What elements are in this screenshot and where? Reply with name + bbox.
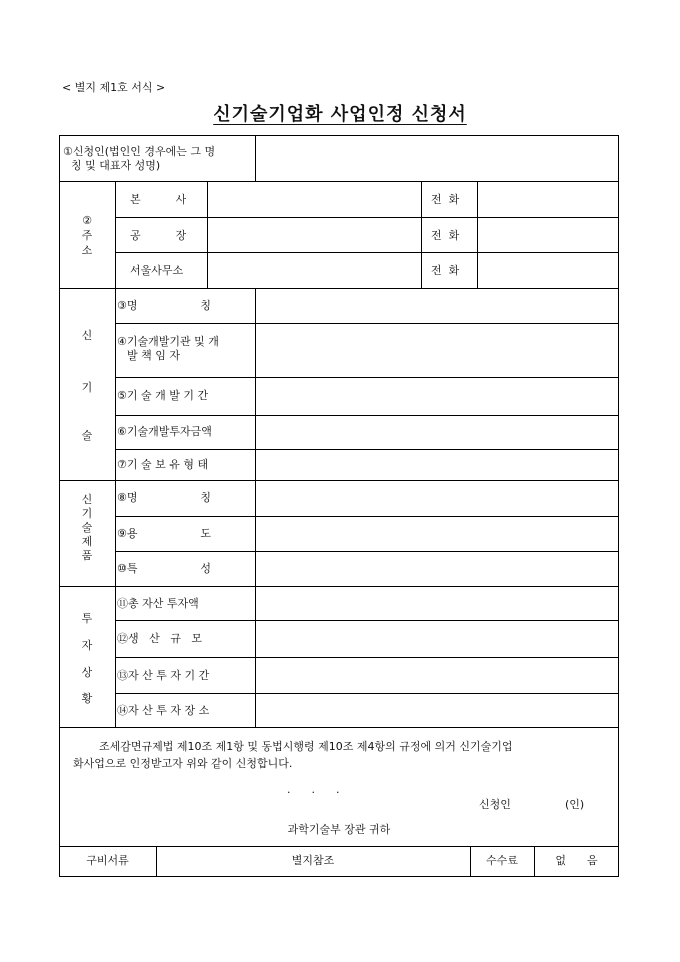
product-use-label: ⑨용 도 (117, 527, 212, 540)
seoul-office-label: 서울사무소 (130, 264, 184, 277)
head-office-label: 본 사 (130, 193, 187, 206)
fee-value: 없 음 (555, 854, 598, 867)
invest-period-label: ⑬자 산 투 자 기 간 (117, 669, 210, 682)
seoul-office-phone-label: 전 화 (431, 264, 460, 277)
declaration-text: 조세감면규제법 제10조 제1항 및 동법시행령 제10조 제4항의 규정에 의거 신기술기업 (99, 740, 513, 753)
product-group-label: 신 기 술 제 품 (81, 493, 93, 562)
applicant-label: ①신청인(법인인 경우에는 그 명 (63, 145, 216, 158)
applicant-label-cont: 칭 및 대표자 성명) (71, 159, 161, 172)
product-feature-label: ⑩특 성 (117, 562, 212, 575)
tech-developer-label: ④기술개발기관 및 개 (117, 335, 219, 348)
form-number-label: < 별지 제1호 서식 > (62, 81, 166, 94)
head-office-phone-label: 전 화 (431, 193, 460, 206)
tech-name-label: ③명 칭 (117, 299, 212, 312)
tech-group-label-3: 술 (81, 429, 93, 442)
invest-location-label: ⑭자 산 투 자 장 소 (117, 704, 210, 717)
applicant-field[interactable] (259, 145, 615, 175)
factory-label: 공 장 (130, 229, 187, 242)
declaration-text-cont: 화사업으로 인정받고자 위와 같이 신청합니다. (73, 757, 293, 770)
addressee: 과학기술부 장관 귀하 (287, 823, 391, 836)
fee-label: 수수료 (486, 854, 518, 867)
invest-group-label-4: 황 (81, 692, 93, 705)
factory-phone-label: 전 화 (431, 229, 460, 242)
production-scale-label: ⑫생 산 규 모 (117, 632, 202, 645)
invest-group-label-1: 투 (81, 612, 93, 625)
tech-group-label-1: 신 (81, 329, 93, 342)
total-assets-label: ⑪총 자산 투자액 (117, 597, 199, 610)
tech-period-label: ⑤기 술 개 발 기 간 (117, 389, 209, 402)
required-docs-label: 구비서류 (86, 854, 129, 867)
address-group-label: ② 주 소 (81, 214, 93, 257)
tech-group-label-2: 기 (81, 381, 93, 394)
required-docs-value: 별지참조 (291, 854, 335, 867)
application-form-table (59, 135, 619, 877)
application-date: . . . (287, 783, 340, 796)
tech-investment-label: ⑥기술개발투자금액 (117, 425, 212, 438)
invest-group-label-2: 자 (81, 639, 93, 652)
product-name-label: ⑧명 칭 (117, 491, 212, 504)
tech-holding-type-label: ⑦기 술 보 유 형 태 (117, 458, 209, 471)
tech-developer-label-cont: 발 책 임 자 (127, 349, 180, 362)
form-title: 신기술기업화 사업인정 신청서 (213, 104, 467, 125)
seal-mark: (인) (565, 798, 585, 811)
invest-group-label-3: 상 (81, 666, 93, 679)
signature-applicant-label: 신청인 (479, 798, 511, 811)
